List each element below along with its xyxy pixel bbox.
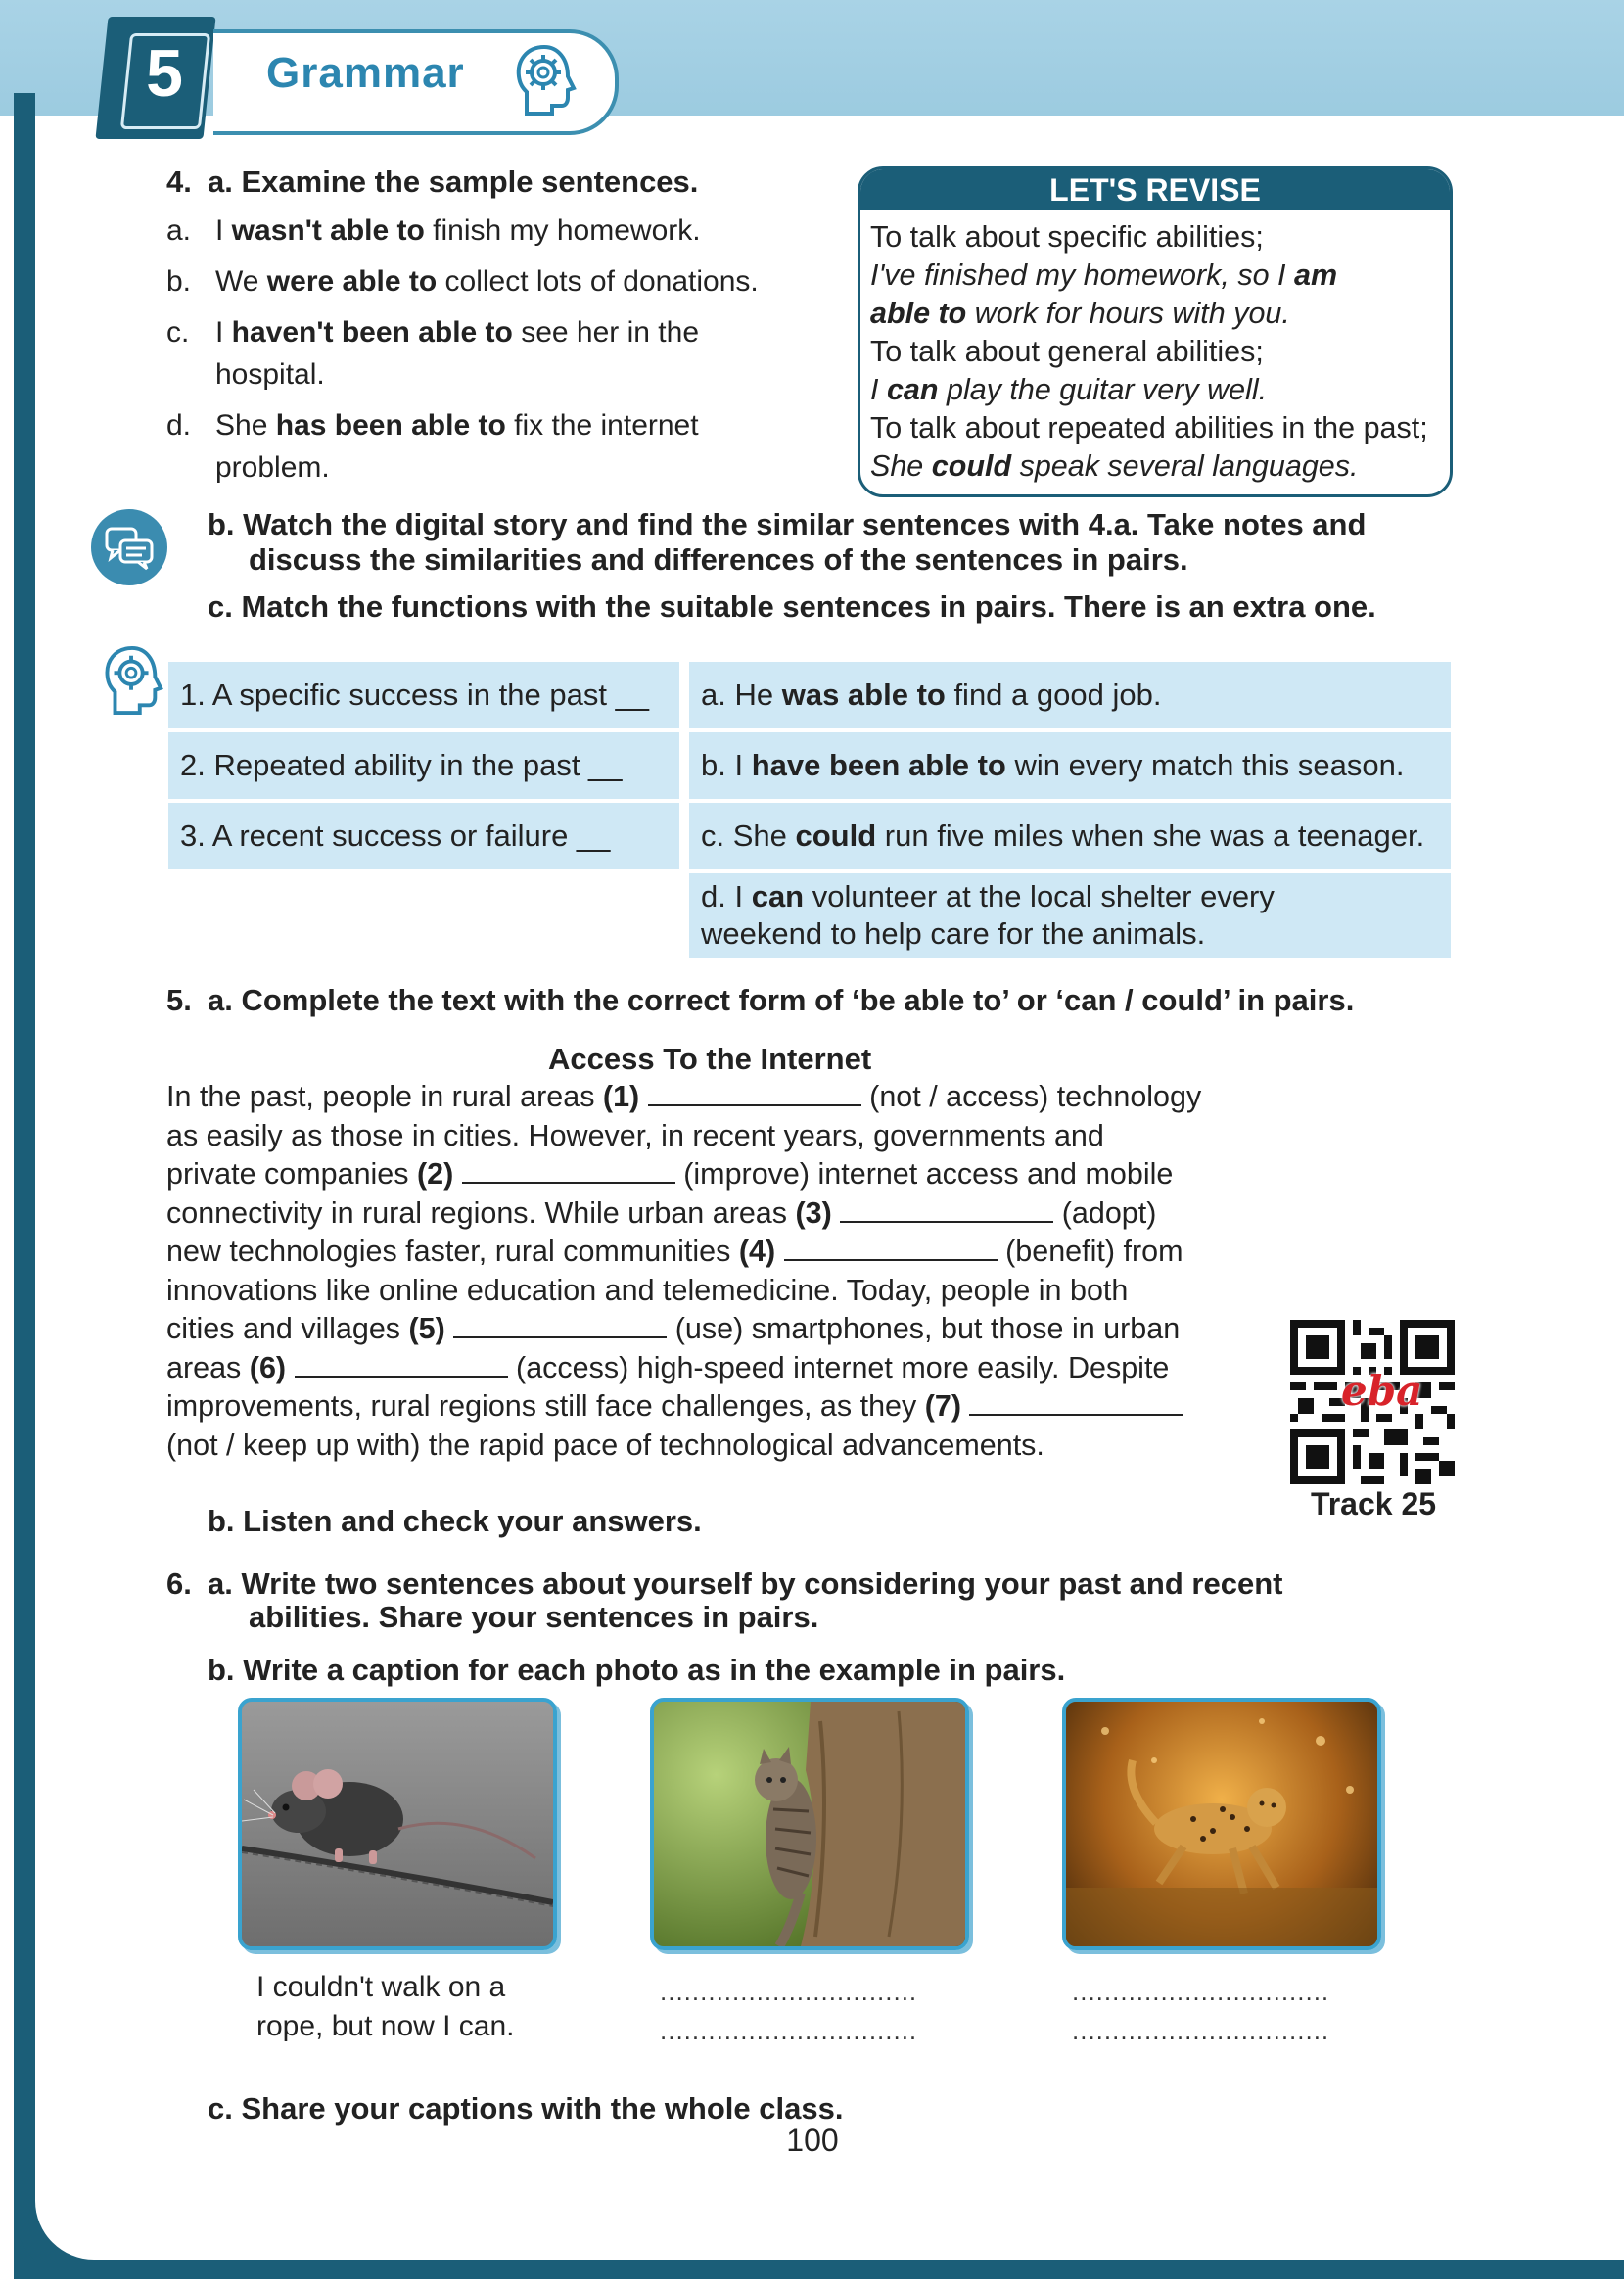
ex5-number: 5. [166, 983, 192, 1017]
sentence-letter: b. [166, 265, 192, 298]
sentence-d-text: She has been able to fix the internet [215, 409, 699, 442]
passage-line: improvements, rural regions still face challenges, as they (7) [166, 1387, 1282, 1426]
sentence-c-text: I haven't been able to see her in the [215, 316, 699, 349]
ex4c-title: c. Match the functions with the suitable sentences in pairs. There is an extra one. [208, 589, 1376, 624]
photo-cat [650, 1698, 969, 1950]
caption-blank-3[interactable]: ................................ ................................ [1072, 1977, 1330, 2045]
revise-line: To talk about general abilities; [870, 335, 1264, 368]
passage-line: innovations like online education and telemedicine. Today, people in both [166, 1273, 1129, 1307]
gap-2[interactable] [462, 1156, 675, 1184]
photo-cheetah [1062, 1698, 1381, 1950]
ex4b-line1: b. Watch the digital story and find the similar sentences with 4.a. Take notes and [208, 507, 1367, 541]
revise-example: I can play the guitar very well. [870, 373, 1268, 406]
sentence-d-cont: problem. [215, 451, 330, 484]
passage-line: (not / keep up with) the rapid pace of technological advancements. [166, 1427, 1044, 1462]
passage-line: new technologies faster, rural communities (4) (benefit) from [166, 1235, 1183, 1268]
sentence-a [166, 213, 191, 249]
passage-line: as easily as those in cities. However, in recent years, governments and [166, 1118, 1104, 1152]
passage [166, 1078, 1282, 1465]
unit-number: 5 [146, 36, 183, 111]
passage-line: cities and villages (5) (use) smartphones, but those in urban [166, 1312, 1181, 1345]
match-sentence-b: b. I have been able to win every match this season. [689, 732, 1451, 799]
page-title: Grammar [266, 49, 465, 97]
gap-5[interactable] [453, 1311, 667, 1338]
passage-title: Access To the Internet [548, 1042, 872, 1076]
ex4b-line2: discuss the similarities and differences of the sentences in pairs. [249, 542, 1188, 577]
sentence-b [166, 264, 191, 300]
ex5b-title: b. Listen and check your answers. [208, 1504, 702, 1538]
revise-line: To talk about repeated abilities in the past; [870, 411, 1428, 444]
discussion-icon [91, 509, 167, 585]
page-frame-bottom [14, 2260, 1624, 2279]
function-2: 2. Repeated ability in the past __ [168, 732, 679, 799]
ex6b-title: b. Write a caption for each photo as in the example in pairs. [208, 1653, 1066, 1687]
passage-line: connectivity in rural regions. While urban areas (3) (adopt) [166, 1195, 1157, 1230]
track-label[interactable]: Track 25 [1310, 1486, 1437, 1521]
caption-line: I couldn't walk on a [256, 1971, 506, 2003]
head-gear-icon [98, 641, 166, 720]
match-sentence-a: a. He was able to find a good job. [689, 662, 1451, 728]
passage-line: private companies (2) (improve) internet access and mobile [166, 1157, 1174, 1191]
gap-6[interactable] [295, 1350, 508, 1378]
photo-mouse [238, 1698, 557, 1950]
revise-example: able to work for hours with you. [870, 297, 1290, 330]
function-1: 1. A specific success in the past __ [168, 662, 679, 728]
sentence-d [166, 408, 191, 444]
ex6c-title: c. Share your captions with the whole class. [208, 2091, 844, 2126]
caption-line: rope, but now I can. [256, 2010, 515, 2042]
sentence-b-text: We were able to collect lots of donations. [215, 265, 759, 298]
ex4-number: 4. [166, 164, 192, 199]
sentence-letter: d. [166, 409, 192, 442]
passage-line: In the past, people in rural areas (1) (not / access) technology [166, 1080, 1202, 1113]
page-frame-left [14, 93, 35, 2276]
revise-example: I've finished my homework, so I am [870, 258, 1338, 292]
passage-line: areas (6) (access) high-speed internet more easily. Despite [166, 1350, 1170, 1384]
sentence-a-text: I wasn't able to finish my homework. [215, 214, 701, 247]
page-number: 100 [786, 2123, 839, 2158]
lets-revise-title: LET'S REVISE [860, 169, 1450, 210]
head-gear-icon [509, 41, 580, 119]
caption-example [256, 1968, 515, 2046]
gap-7[interactable] [969, 1388, 1183, 1416]
gap-1[interactable] [648, 1079, 861, 1106]
sentence-c [166, 315, 189, 351]
ex6-number: 6. [166, 1566, 192, 1601]
sentence-letter: a. [166, 214, 192, 247]
sentence-c-cont: hospital. [215, 358, 325, 391]
function-3: 3. A recent success or failure __ [168, 803, 679, 869]
gap-4[interactable] [784, 1234, 998, 1261]
ex5a-title: a. Complete the text with the correct form of ‘be able to’ or ‘can / could’ in pairs. [208, 983, 1355, 1017]
match-sentence-c: c. She could run five miles when she was a teenager. [689, 803, 1451, 869]
sentence-letter: c. [166, 316, 190, 349]
ex6a-line1: a. Write two sentences about yourself by considering your past and recent [208, 1566, 1283, 1601]
eba-logo: eba [1341, 1367, 1423, 1415]
revise-example: She could speak several languages. [870, 449, 1359, 483]
lets-revise-box [858, 166, 1453, 497]
gap-3[interactable] [840, 1195, 1053, 1223]
ex6a-line2: abilities. Share your sentences in pairs. [249, 1600, 819, 1634]
caption-blank-2[interactable]: ................................ ................................ [660, 1977, 918, 2045]
match-sentence-d: d. I can volunteer at the local shelter every weekend to help care for the animals. [689, 873, 1451, 958]
revise-line: To talk about specific abilities; [870, 220, 1264, 254]
ex4a-title: a. Examine the sample sentences. [208, 164, 699, 199]
lets-revise-body [870, 218, 1448, 486]
